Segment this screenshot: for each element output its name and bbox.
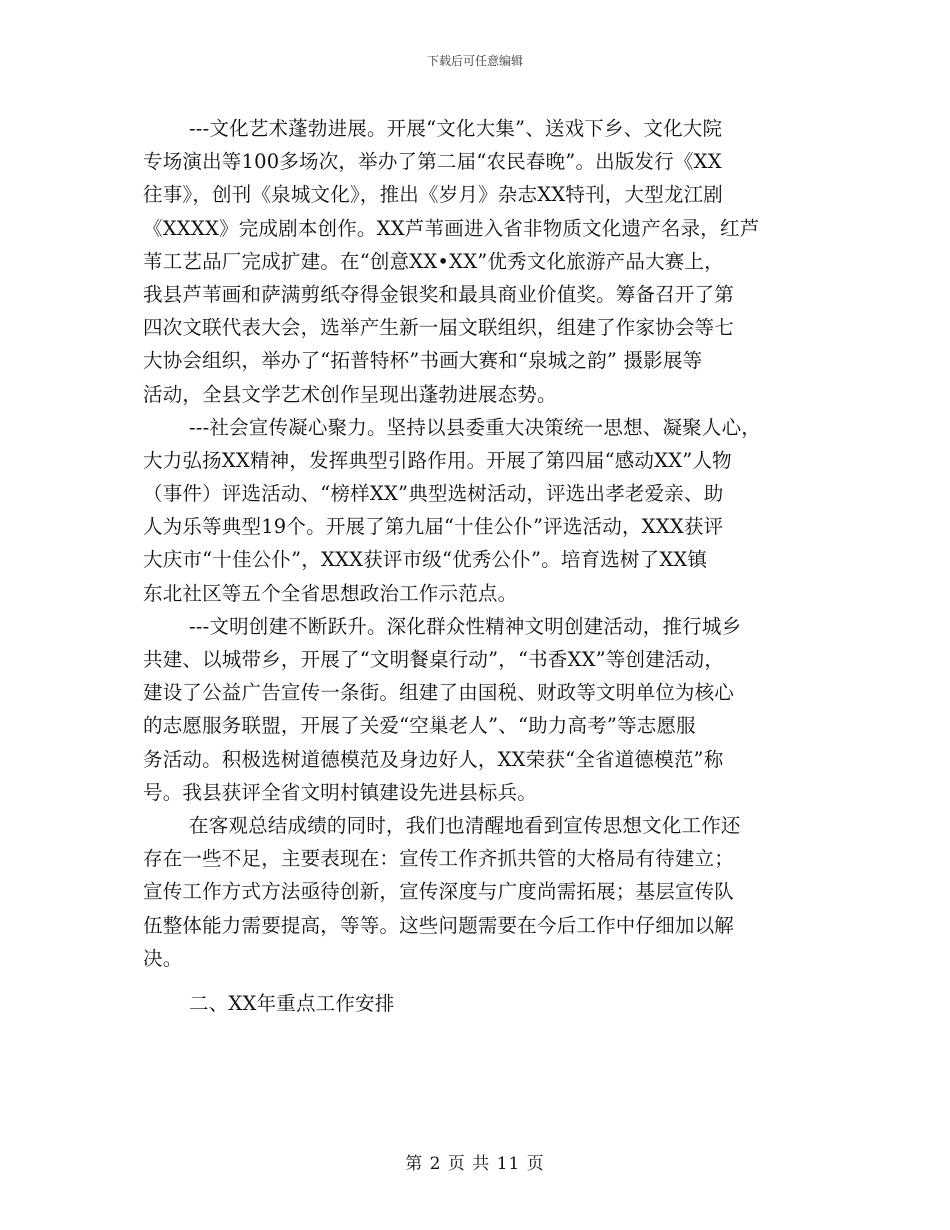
paragraph-culture-arts: [143, 112, 818, 411]
text-line: 的志愿服务联盟，开展了关爱“空巢老人”、“助力高考”等志愿服: [143, 714, 696, 738]
text-line: 大庆市“十佳公仆”，XXX获评市级“优秀公仆”。培育选树了XX镇: [143, 548, 708, 572]
text-line: 四次文联代表大会，选举产生新一届文联组织，组建了作家协会等七: [143, 316, 735, 340]
text-line: 《XXXX》完成剧本创作。XX芦苇画进入省非物质文化遗产名录，红芦: [143, 216, 760, 240]
text-line: （事件）评选活动、“榜样XX”典型选树活动，评选出孝老爱亲、助: [143, 482, 724, 506]
document-body: [143, 112, 818, 1020]
text-line: 往事》，创刊《泉城文化》，推出《岁月》杂志XX特刊，大型龙江剧: [143, 183, 723, 207]
text-line: 决。: [143, 946, 183, 970]
paragraph-civilization: [143, 610, 818, 809]
text-line: 活动，全县文学艺术创作呈现出蓬勃进展态势。: [143, 382, 557, 406]
text-line: 共建、以城带乡，开展了“文明餐桌行动”，“书香XX”等创建活动，: [143, 648, 725, 671]
text-line: 存在一些不足，主要表现在：宣传工作齐抓共管的大格局有待建立；: [143, 847, 735, 871]
text-line: ---文明创建不断跃升。深化群众性精神文明创建活动，推行城乡: [189, 614, 742, 638]
text-line: 宣传工作方式方法亟待创新，宣传深度与广度尚需拓展；基层宣传队: [143, 880, 735, 904]
text-line: 东北社区等五个全省思想政治工作示范点。: [143, 581, 518, 605]
page-header: 下载后可任意编辑: [426, 54, 523, 68]
text-line: 大协会组织，举办了“拓普特杯”书画大赛和“泉城之韵” 摄影展等: [143, 349, 703, 373]
paragraph-social-publicity: [143, 411, 818, 610]
text-line: 在客观总结成绩的同时，我们也清醒地看到宣传思想文化工作还: [189, 813, 741, 837]
section-heading: 二、XX年重点工作安排: [189, 991, 395, 1015]
text-line: 大力弘扬XX精神，发挥典型引路作用。开展了第四届“感动XX”人物: [143, 448, 732, 472]
text-line: 务活动。积极选树道德模范及身边好人，XX荣获“全省道德模范”称: [143, 747, 724, 771]
page-number: 第 2 页 共 11 页: [405, 1154, 545, 1174]
text-line: ---文化艺术蓬勃进展。开展“文化大集”、送戏下乡、文化大院: [189, 117, 723, 140]
paragraph-shortcomings: [143, 809, 818, 975]
text-line: 号。我县获评全省文明村镇建设先进县标兵。: [143, 780, 538, 804]
text-line: 专场演出等100多场次，举办了第二届“农民春晚”。出版发行《XX: [143, 150, 722, 174]
text-line: 伍整体能力需要提高，等等。这些问题需要在今后工作中仔细加以解: [143, 913, 735, 937]
text-line: 人为乐等典型19个。开展了第九届“十佳公仆”评选活动，XXX获评: [143, 515, 724, 539]
text-line: 我县芦苇画和萨满剪纸夺得金银奖和最具商业价值奖。筹备召开了第: [143, 282, 735, 306]
text-line: 苇工艺品厂完成扩建。在“创意XX•XX”优秀文化旅游产品大赛上，: [143, 249, 724, 273]
text-line: ---社会宣传凝心聚力。坚持以县委重大决策统一思想、凝聚人心，: [189, 415, 761, 439]
text-line: 建设了公益广告宣传一条街。组建了由国税、财政等文明单位为核心: [143, 681, 735, 705]
